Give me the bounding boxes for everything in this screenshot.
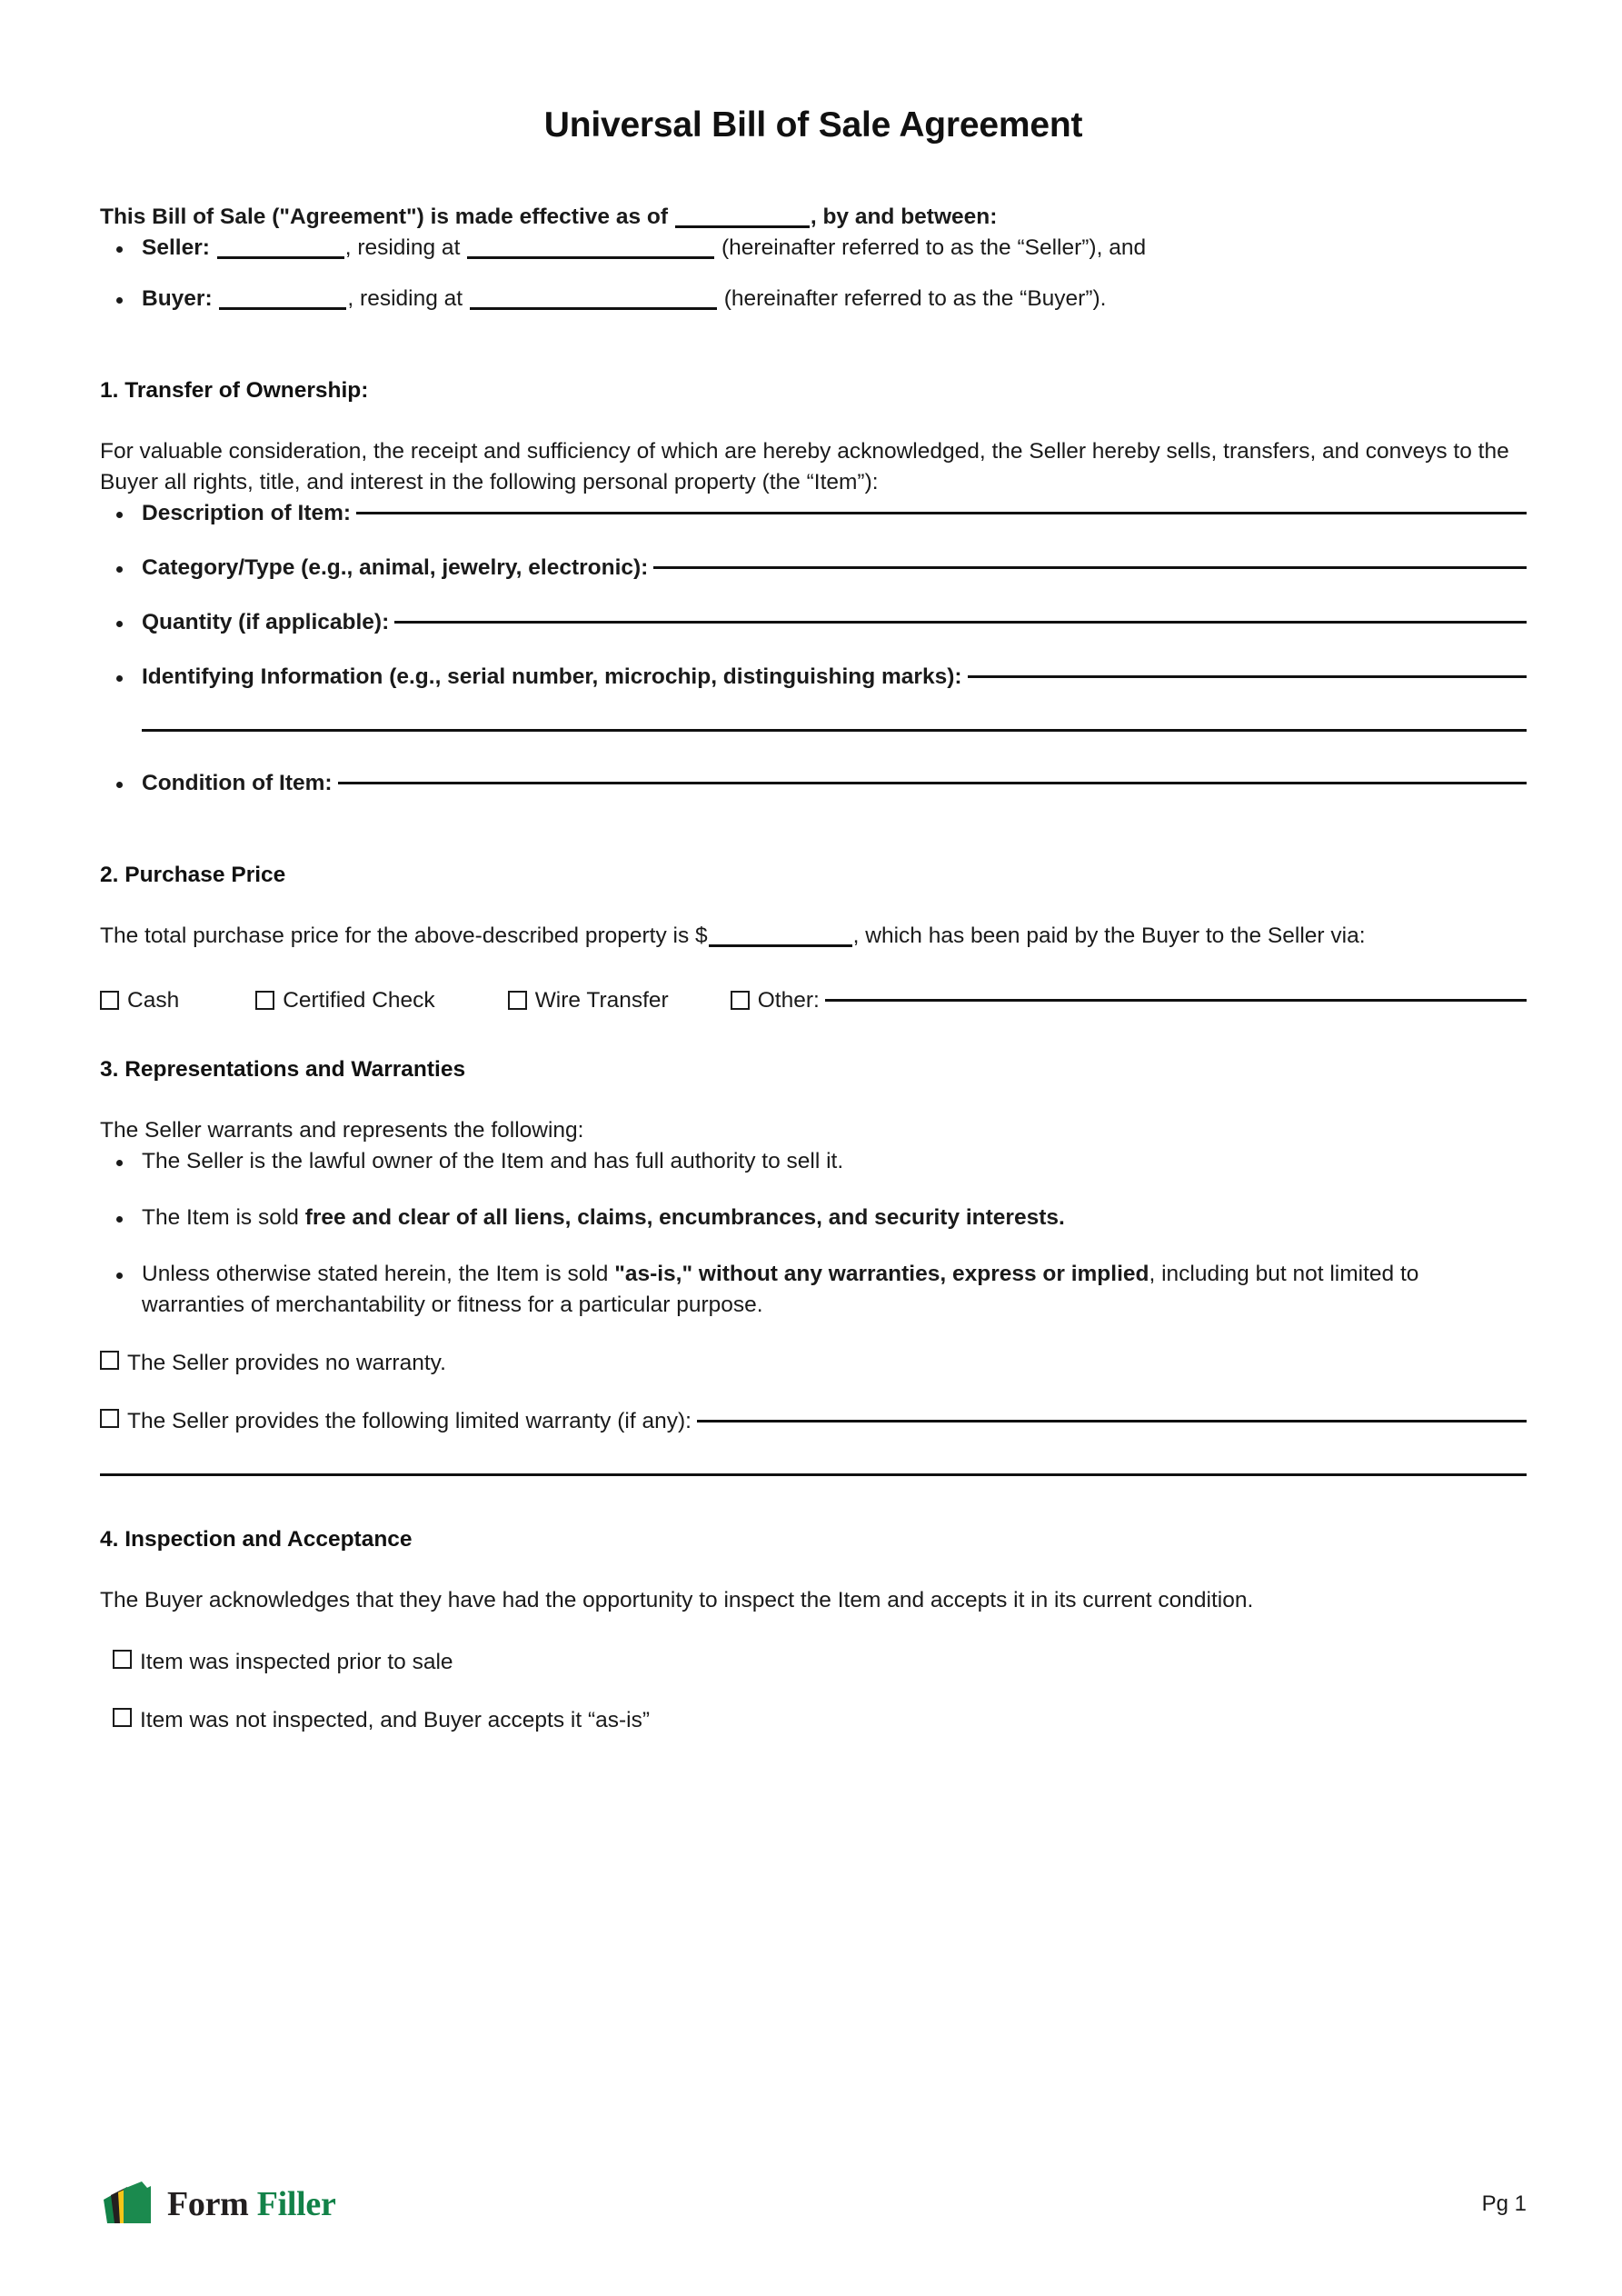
- folder-stack-icon: [100, 2178, 154, 2231]
- field-label: Category/Type (e.g., animal, jewelry, electronic):: [142, 555, 649, 580]
- seller-mid: , residing at: [344, 235, 461, 260]
- inspection-checkbox-label: Item was not inspected, and Buyer accepts it “as-is”: [140, 1708, 651, 1732]
- section-2-heading: 2. Purchase Price: [100, 863, 286, 887]
- field-description-of-item: [100, 498, 1527, 529]
- buyer-label: Buyer:: [142, 286, 213, 311]
- section-3-lead: The Seller warrants and represents the following:: [100, 1118, 584, 1143]
- intro-text-before: This Bill of Sale ("Agreement") is made effective as of: [100, 205, 669, 229]
- field-blank[interactable]: [356, 512, 1527, 514]
- intro-text-after: , by and between:: [810, 205, 998, 229]
- section-1-body: For valuable consideration, the receipt and sufficiency of which are hereby acknowledged, the Seller hereby sells, transfers, and conveys to the Buyer all rights, title, and interest in the following personal property (the “Item”):: [100, 439, 1509, 494]
- warranty-text-emphasis: free and clear of all liens, claims, encumbrances, and security interests.: [304, 1205, 1065, 1230]
- page-title: Universal Bill of Sale Agreement: [543, 105, 1083, 145]
- field-label: Description of Item:: [142, 501, 352, 525]
- logo-word-filler: Filler: [256, 2185, 336, 2223]
- warranty-limited-blank-continuation[interactable]: [100, 1473, 1527, 1476]
- section-4-body: The Buyer acknowledges that they have had the opportunity to inspect the Item and accepts it in its current condition.: [100, 1588, 1254, 1612]
- checkbox-icon[interactable]: [508, 991, 527, 1010]
- party-seller: [100, 233, 1527, 264]
- field-condition-of-item: [100, 768, 1527, 799]
- field-identifying-information: [100, 662, 1527, 732]
- warranties-list: [100, 1146, 1527, 1321]
- section-4-heading: 4. Inspection and Acceptance: [100, 1527, 413, 1552]
- warranty-text: Unless otherwise stated herein, the Item is sold: [142, 1262, 615, 1286]
- checkbox-icon[interactable]: [100, 1351, 119, 1370]
- field-category-type: [100, 553, 1527, 584]
- payment-option-cash[interactable]: [100, 988, 179, 1013]
- inspection-checkbox-inspected[interactable]: [100, 1647, 1527, 1678]
- payment-option-other[interactable]: [731, 988, 820, 1013]
- effective-date-blank[interactable]: [675, 210, 810, 228]
- payment-option-certified-check[interactable]: [255, 988, 434, 1013]
- field-blank[interactable]: [338, 782, 1527, 784]
- parties-list: [100, 233, 1527, 314]
- field-blank[interactable]: [968, 675, 1527, 678]
- field-blank[interactable]: [394, 621, 1527, 624]
- checkbox-icon[interactable]: [731, 991, 750, 1010]
- document-content: [100, 0, 1527, 1736]
- inspection-checkbox-not-inspected[interactable]: [100, 1705, 1527, 1736]
- checkbox-icon[interactable]: [255, 991, 274, 1010]
- checkbox-icon[interactable]: [100, 991, 119, 1010]
- checkbox-icon[interactable]: [113, 1650, 132, 1669]
- seller-tail: (hereinafter referred to as the “Seller”), and: [721, 235, 1147, 260]
- field-label: Quantity (if applicable):: [142, 610, 390, 634]
- purchase-price-text-after: , which has been paid by the Buyer to the Seller via:: [852, 923, 1366, 948]
- payment-option-wire-transfer[interactable]: [508, 988, 669, 1013]
- warranty-text-tail: , including but not limited to warranties of merchantability or fitness for a particular purpose.: [142, 1262, 1419, 1317]
- payment-option-label: Wire Transfer: [534, 988, 669, 1013]
- buyer-tail: (hereinafter referred to as the “Buyer”).: [723, 286, 1107, 311]
- section-3-heading: 3. Representations and Warranties: [100, 1057, 466, 1082]
- warranty-item: [100, 1259, 1527, 1321]
- inspection-checkbox-label: Item was inspected prior to sale: [140, 1650, 453, 1674]
- payment-option-label: Certified Check: [283, 988, 435, 1013]
- checkbox-icon[interactable]: [113, 1708, 132, 1727]
- buyer-mid: , residing at: [347, 286, 463, 311]
- page-footer: [100, 2178, 1527, 2231]
- seller-name-blank[interactable]: [217, 241, 344, 259]
- seller-address-blank[interactable]: [467, 241, 714, 259]
- buyer-name-blank[interactable]: [219, 292, 346, 310]
- payment-option-label: Cash: [127, 988, 180, 1013]
- intro-paragraph: [100, 202, 1527, 233]
- field-label: Condition of Item:: [142, 771, 333, 795]
- purchase-price-text-before: The total purchase price for the above-described property is $: [100, 923, 708, 948]
- warranty-checkbox-none[interactable]: [100, 1348, 1527, 1379]
- checkbox-icon[interactable]: [100, 1409, 119, 1428]
- warranty-text: The Item is sold: [142, 1205, 305, 1230]
- logo-wordmark: [167, 2184, 336, 2224]
- section-2-body: [100, 921, 1527, 952]
- page-number: Pg 1: [1481, 2191, 1527, 2216]
- field-quantity: [100, 607, 1527, 638]
- section-1-heading: 1. Transfer of Ownership:: [100, 378, 369, 403]
- logo-word-form: Form: [167, 2185, 249, 2223]
- warranty-text: The Seller is the lawful owner of the Item and has full authority to sell it.: [142, 1149, 844, 1173]
- warranty-checkbox-limited[interactable]: [100, 1406, 1527, 1437]
- warranty-checkbox-label: The Seller provides the following limited warranty (if any):: [127, 1409, 692, 1433]
- warranty-limited-blank[interactable]: [697, 1420, 1527, 1423]
- field-label: Identifying Information (e.g., serial number, microchip, distinguishing marks):: [142, 664, 962, 689]
- warranty-text-emphasis: "as-is," without any warranties, express or implied: [614, 1262, 1149, 1286]
- buyer-address-blank[interactable]: [470, 292, 717, 310]
- form-filler-logo[interactable]: [100, 2178, 336, 2231]
- payment-option-label: Other:: [757, 988, 820, 1013]
- party-buyer: [100, 284, 1527, 314]
- payment-option-other-blank[interactable]: [825, 999, 1527, 1002]
- seller-label: Seller:: [142, 235, 210, 260]
- item-fields-list: [100, 498, 1527, 799]
- purchase-price-blank[interactable]: [709, 929, 852, 947]
- field-blank[interactable]: [653, 566, 1527, 569]
- warranty-item: [100, 1146, 1527, 1177]
- warranty-item: [100, 1203, 1527, 1233]
- warranty-checkbox-label: The Seller provides no warranty.: [127, 1351, 446, 1375]
- payment-method-options: [100, 988, 1527, 1013]
- field-blank-continuation[interactable]: [142, 729, 1527, 732]
